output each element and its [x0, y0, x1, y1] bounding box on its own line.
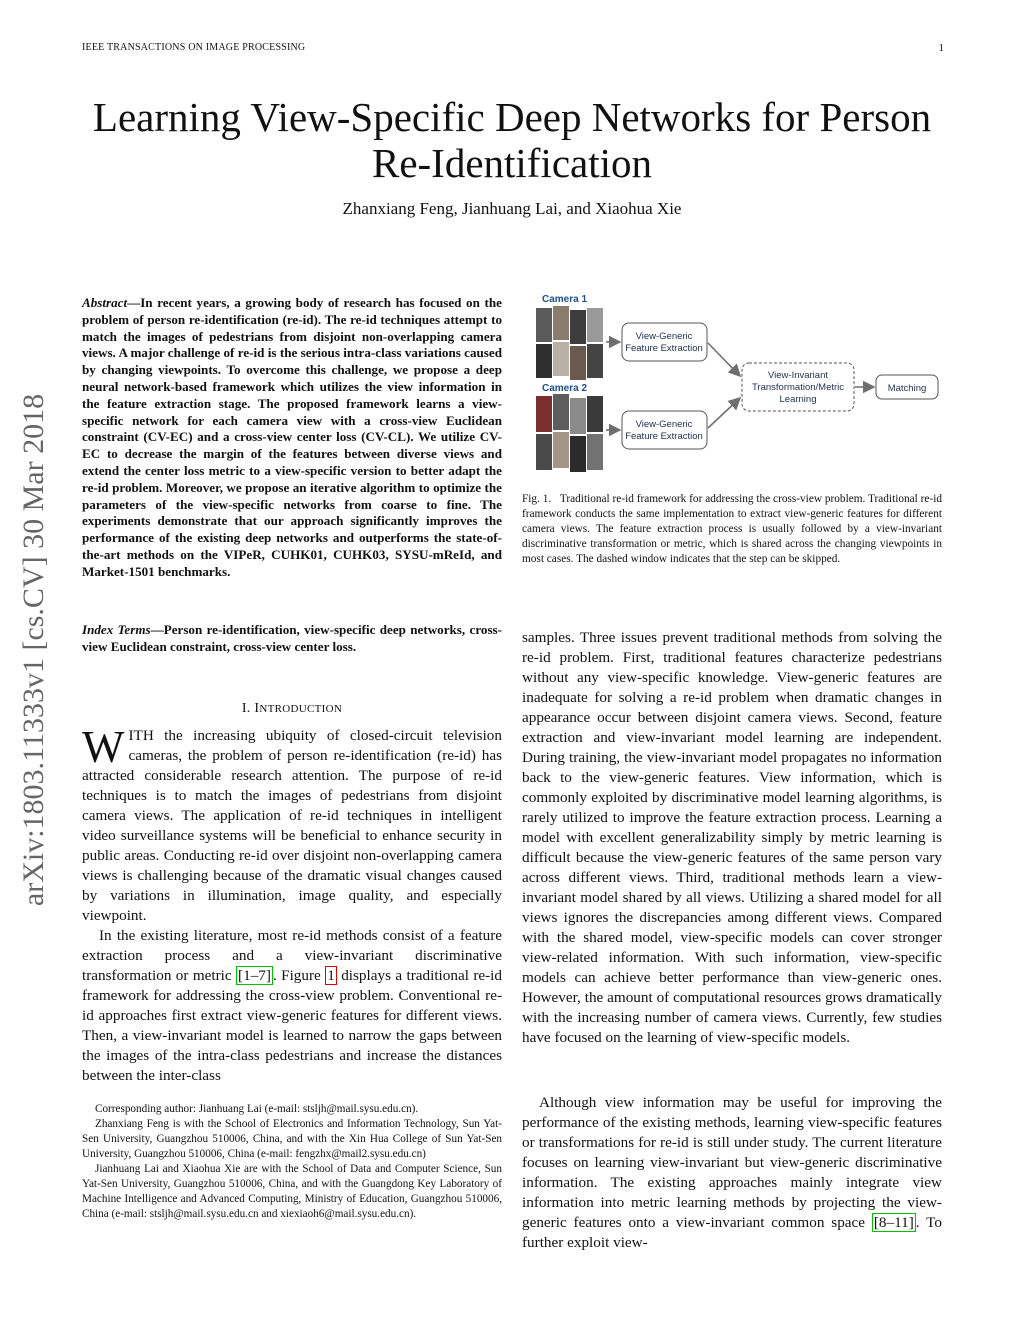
pedestrian-image — [536, 434, 552, 470]
citation-link[interactable]: [1–7] — [238, 967, 271, 984]
camera-2-images — [536, 394, 603, 472]
camera-1-label: Camera 1 — [542, 294, 588, 305]
intro-p2-b: . Figure — [272, 967, 326, 984]
figure-1 — [522, 288, 962, 478]
authors: Zhanxiang Feng, Jianhuang Lai, and Xiaohua Xie — [342, 199, 682, 218]
section-title-first: I — [254, 701, 260, 716]
right-paragraph-2 — [522, 1093, 942, 1253]
pedestrian-image — [570, 310, 586, 344]
camera-2-label: Camera 2 — [542, 383, 588, 394]
drop-cap: W — [82, 722, 125, 772]
section-number: I. — [241, 701, 251, 716]
running-header: IEEE TRANSACTIONS ON IMAGE PROCESSING — [82, 42, 306, 53]
view-generic-box-2 — [622, 411, 707, 449]
pedestrian-image — [553, 342, 569, 376]
pedestrian-image — [570, 346, 586, 380]
pedestrian-image — [536, 344, 552, 378]
pedestrian-image — [553, 394, 569, 430]
pedestrian-image — [587, 396, 603, 432]
pedestrian-image — [536, 396, 552, 432]
page-number: 1 — [938, 42, 944, 54]
index-terms-text: —Person re-identification, view-specific deep networks, cross-view Euclidean constraint, cross-view center loss. — [82, 622, 502, 654]
box-1-line-1: View-Generic — [635, 331, 693, 342]
pedestrian-image — [587, 434, 603, 470]
footnote-3: Jianhuang Lai and Xiaohua Xie are with the School of Data and Computer Science, Sun Yat-Sen University, Guangzhou 510006, China, and with the Guangdong Key Laboratory of Machine Intelligence and Advanced Computing, Ministry of Education, Guangzhou 510006, China (e-mail: stsljh@mail.sysu.edu.cn and xiexiaoh6@mail.sysu.edu.cn). — [82, 1163, 502, 1220]
index-terms — [82, 622, 502, 656]
arrow — [708, 398, 740, 428]
footnote-1: Corresponding author: Jianhuang Lai (e-mail: stsljh@mail.sysu.edu.cn). — [95, 1103, 419, 1115]
arxiv-id: arXiv:1803.11333v1 [cs.CV] 30 Mar 2018 — [17, 393, 50, 907]
pedestrian-image — [587, 344, 603, 378]
section-title-rest: NTRODUCTION — [259, 703, 343, 715]
section-heading — [82, 701, 502, 717]
abstract-label: Abstract — [82, 295, 128, 310]
title-line-1: Learning View-Specific Deep Networks for Person — [92, 94, 932, 140]
pedestrian-image — [570, 436, 586, 472]
caption-label: Fig. 1. — [522, 493, 552, 505]
index-terms-label: Index Terms — [82, 622, 151, 637]
title-line-2: Re-Identification — [371, 140, 653, 186]
figure-caption — [522, 492, 942, 567]
pedestrian-image — [536, 308, 552, 342]
pedestrian-image — [570, 398, 586, 434]
intro-p1-text: ITH the increasing ubiquity of closed-circuit television cameras, the problem of person re-identification (re-id) has attracted considerable research attention. The purpose of re-id techniques is to match the images of pedestrians from disjoint camera views. The application of re-id techniques in intelligent video surveillance systems will be beneficial to enhance security in public areas. Conducting re-id over disjoint non-overlapping camera views is challenging because of the dramatic visual changes caused by variations in illumination, image quality, and especially viewpoint. — [82, 727, 502, 924]
figure-link[interactable]: 1 — [327, 967, 335, 984]
box-1-line-2: Feature Extraction — [625, 343, 703, 354]
intro-paragraph-2 — [82, 926, 502, 1086]
caption-text: Traditional re-id framework for addressing the cross-view problem. Traditional re-id framework conducts the same implementation to extract view-generic features for different camera views. The feature extraction process is usually followed by a view-invariant discriminative transformation or metric, which is shared across the changing viewpoints in most cases. The dashed window indicates that the step can be skipped. — [522, 493, 942, 565]
box-2-line-2: Feature Extraction — [625, 431, 703, 442]
box-2-line-1: View-Generic — [635, 419, 693, 430]
intro-paragraph-1 — [82, 722, 502, 926]
intro-p2-a: In the existing literature, most re-id methods consist of a feature extraction process and a view-invariant discriminative transformation or metric — [82, 927, 502, 984]
pedestrian-image — [587, 308, 603, 342]
box-3-line-3: Learning — [779, 394, 817, 405]
right-p2-a: Although view information may be useful for improving the performance of the existing methods, learning view-specific features or transformations for re-id is still under study. The current literature focuses on learning view-invariant but view-generic discriminative information. The existing approaches mainly integrate view information into metric learning methods by projecting the view-generic features onto a view-invariant common space — [522, 1094, 942, 1231]
intro-p2-c: displays a traditional re-id framework for addressing the cross-view problem. Conventional re-id approaches first extract view-generic features for different views. Then, a view-invariant model is learned to narrow the gaps between the images of the intra-class pedestrians and increase the distances between the inter-class — [82, 967, 502, 1084]
camera-1-images — [536, 306, 603, 380]
view-generic-box-1 — [622, 323, 707, 361]
footnote-2: Zhanxiang Feng is with the School of Electronics and Information Technology, Sun Yat-Sen University, Guangzhou 510006, China, and with the Xin Hua College of Sun Yat-Sen University, Guangzhou 510006, China (e-mail: fengzhx@mail2.sysu.edu.cn) — [82, 1118, 502, 1160]
box-3-line-1: View-Invariant — [767, 370, 829, 381]
matching-label: Matching — [887, 383, 927, 394]
right-paragraph-1: samples. Three issues prevent traditional methods from solving the re-id problem. First, traditional features characterize pedestrians without any view-specific knowledge. View-generic features are inadequate for solving a re-id problem when dramatic changes in appearance occur between disjoint camera views. Second, feature extraction and view-invariant model learning are independent. During training, the view-invariant model propagates no information back to the view-generic features. View information, which is commonly exploited by discriminative model learning algorithms, is rarely utilized to improve the feature extraction process. Learning a model with excellent generalizability simply by metric learning is difficult because the view-generic features of the same person vary across different views. Third, traditional methods learn a view-invariant model shared by all views. Utilizing a shared model for all views ignores the discrepancies among different views. Compared with the shared model, view-specific models can cover stronger view-related information. With such information, view-specific models can achieve better performance than view-generic ones. However, the amount of computational resources grows dramatically with the increasing number of camera views. Currently, few studies have focused on the learning of view-specific models. — [522, 629, 942, 1046]
pedestrian-image — [553, 306, 569, 340]
right-p2-b: . To further exploit view- — [522, 1214, 942, 1251]
abstract-text: —In recent years, a growing body of research has focused on the problem of person re-identification (re-id). The re-id techniques attempt to match the images of pedestrians from disjoint non-overlapping camera views. A major challenge of re-id is the serious intra-class variations caused by changing viewpoints. To overcome this challenge, we propose a deep neural network-based framework which utilizes the view information in the feature extraction stage. The proposed framework learns a view-specific network for each camera view with a cross-view Euclidean constraint (CV-EC) and a cross-view center loss (CV-CL). We utilize CV-EC to decrease the margin of the features between diverse views and extend the center loss metric to a view-specific version to better adapt the re-id problem. Moreover, we propose an iterative algorithm to optimize the parameters of the view-specific networks from coarse to fine. The experiments demonstrate that our approach significantly improves the performance of the existing deep networks and outperforms the state-of-the-art methods on the VIPeR, CUHK01, CUHK03, SYSU-mReId, and Market-1501 benchmarks. — [82, 295, 502, 579]
abstract — [82, 295, 502, 581]
arrow — [708, 343, 740, 376]
paper-title — [60, 94, 964, 186]
pedestrian-image — [553, 432, 569, 468]
footnotes — [82, 1102, 502, 1222]
citation-link[interactable]: [8–11] — [873, 1214, 914, 1231]
box-3-line-2: Transformation/Metric — [751, 382, 845, 393]
